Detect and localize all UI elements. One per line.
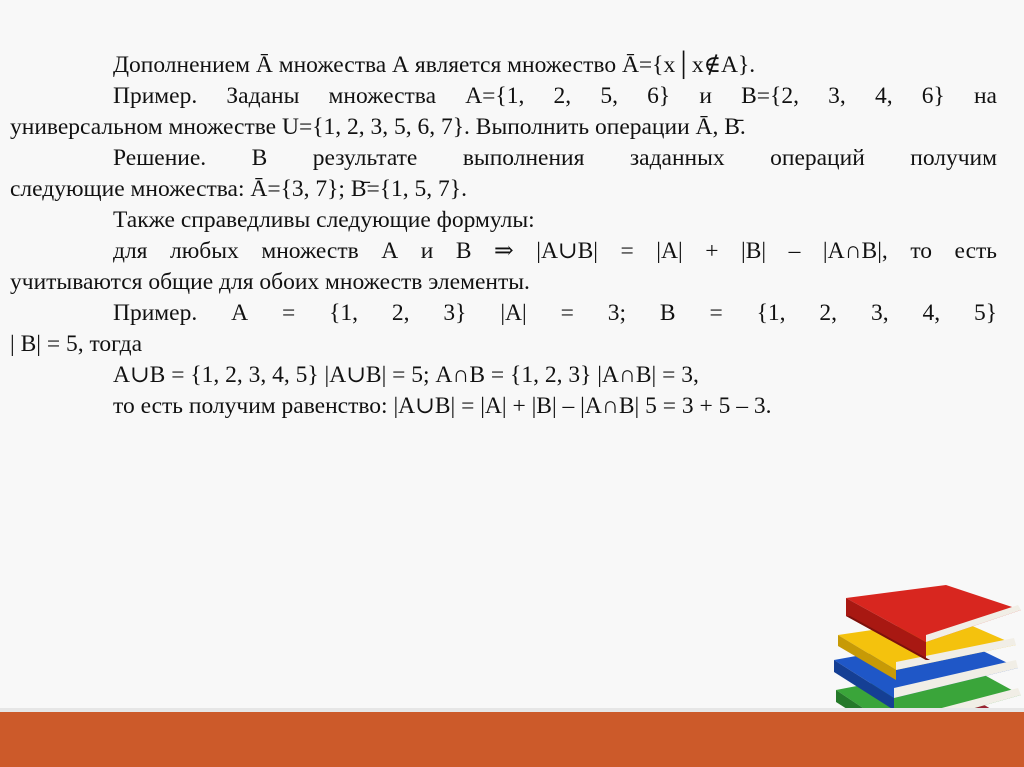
bottom-bar [0,712,1024,767]
line-example-2b: | В| = 5, тогда [10,331,143,357]
line-example-2a: Пример. А = {1, 2, 3} |А| = 3; В = {1, 2, 3, 4, 5} [113,300,997,326]
line-equality: то есть получим равенство: |А∪В| = |А| + |В| – |А∩В| 5 = 3 + 5 – 3. [113,393,772,419]
line-complement-definition: Дополнением Ā множества А является множество Ā={х│х∉А}. [113,52,756,78]
line-formula-b: учитываются общие для обоих множеств элементы. [10,269,530,295]
line-solution-b: следующие множества: Ā={3, 7}; В̄={1, 5, 7}. [10,176,467,202]
line-example-1a: Пример. Заданы множества А={1, 2, 5, 6} и В={2, 3, 4, 6} на [113,83,997,109]
line-union-intersection: А∪В = {1, 2, 3, 4, 5} |А∪В| = 5; А∩В = {1, 2, 3} |А∩В| = 3, [113,362,699,388]
line-formulas-intro: Также справедливы следующие формулы: [113,207,535,233]
line-formula-a: для любых множеств А и В ⇒ |А∪В| = |А| + |В| – |А∩В|, то есть [113,238,997,264]
slide-text [10,50,997,422]
line-solution-a: Решение. В результате выполнения заданных операций получим [113,145,997,171]
line-example-1b: универсальном множестве U={1, 2, 3, 5, 6, 7}. Выполнить операции Ā, В̄. [10,114,746,140]
